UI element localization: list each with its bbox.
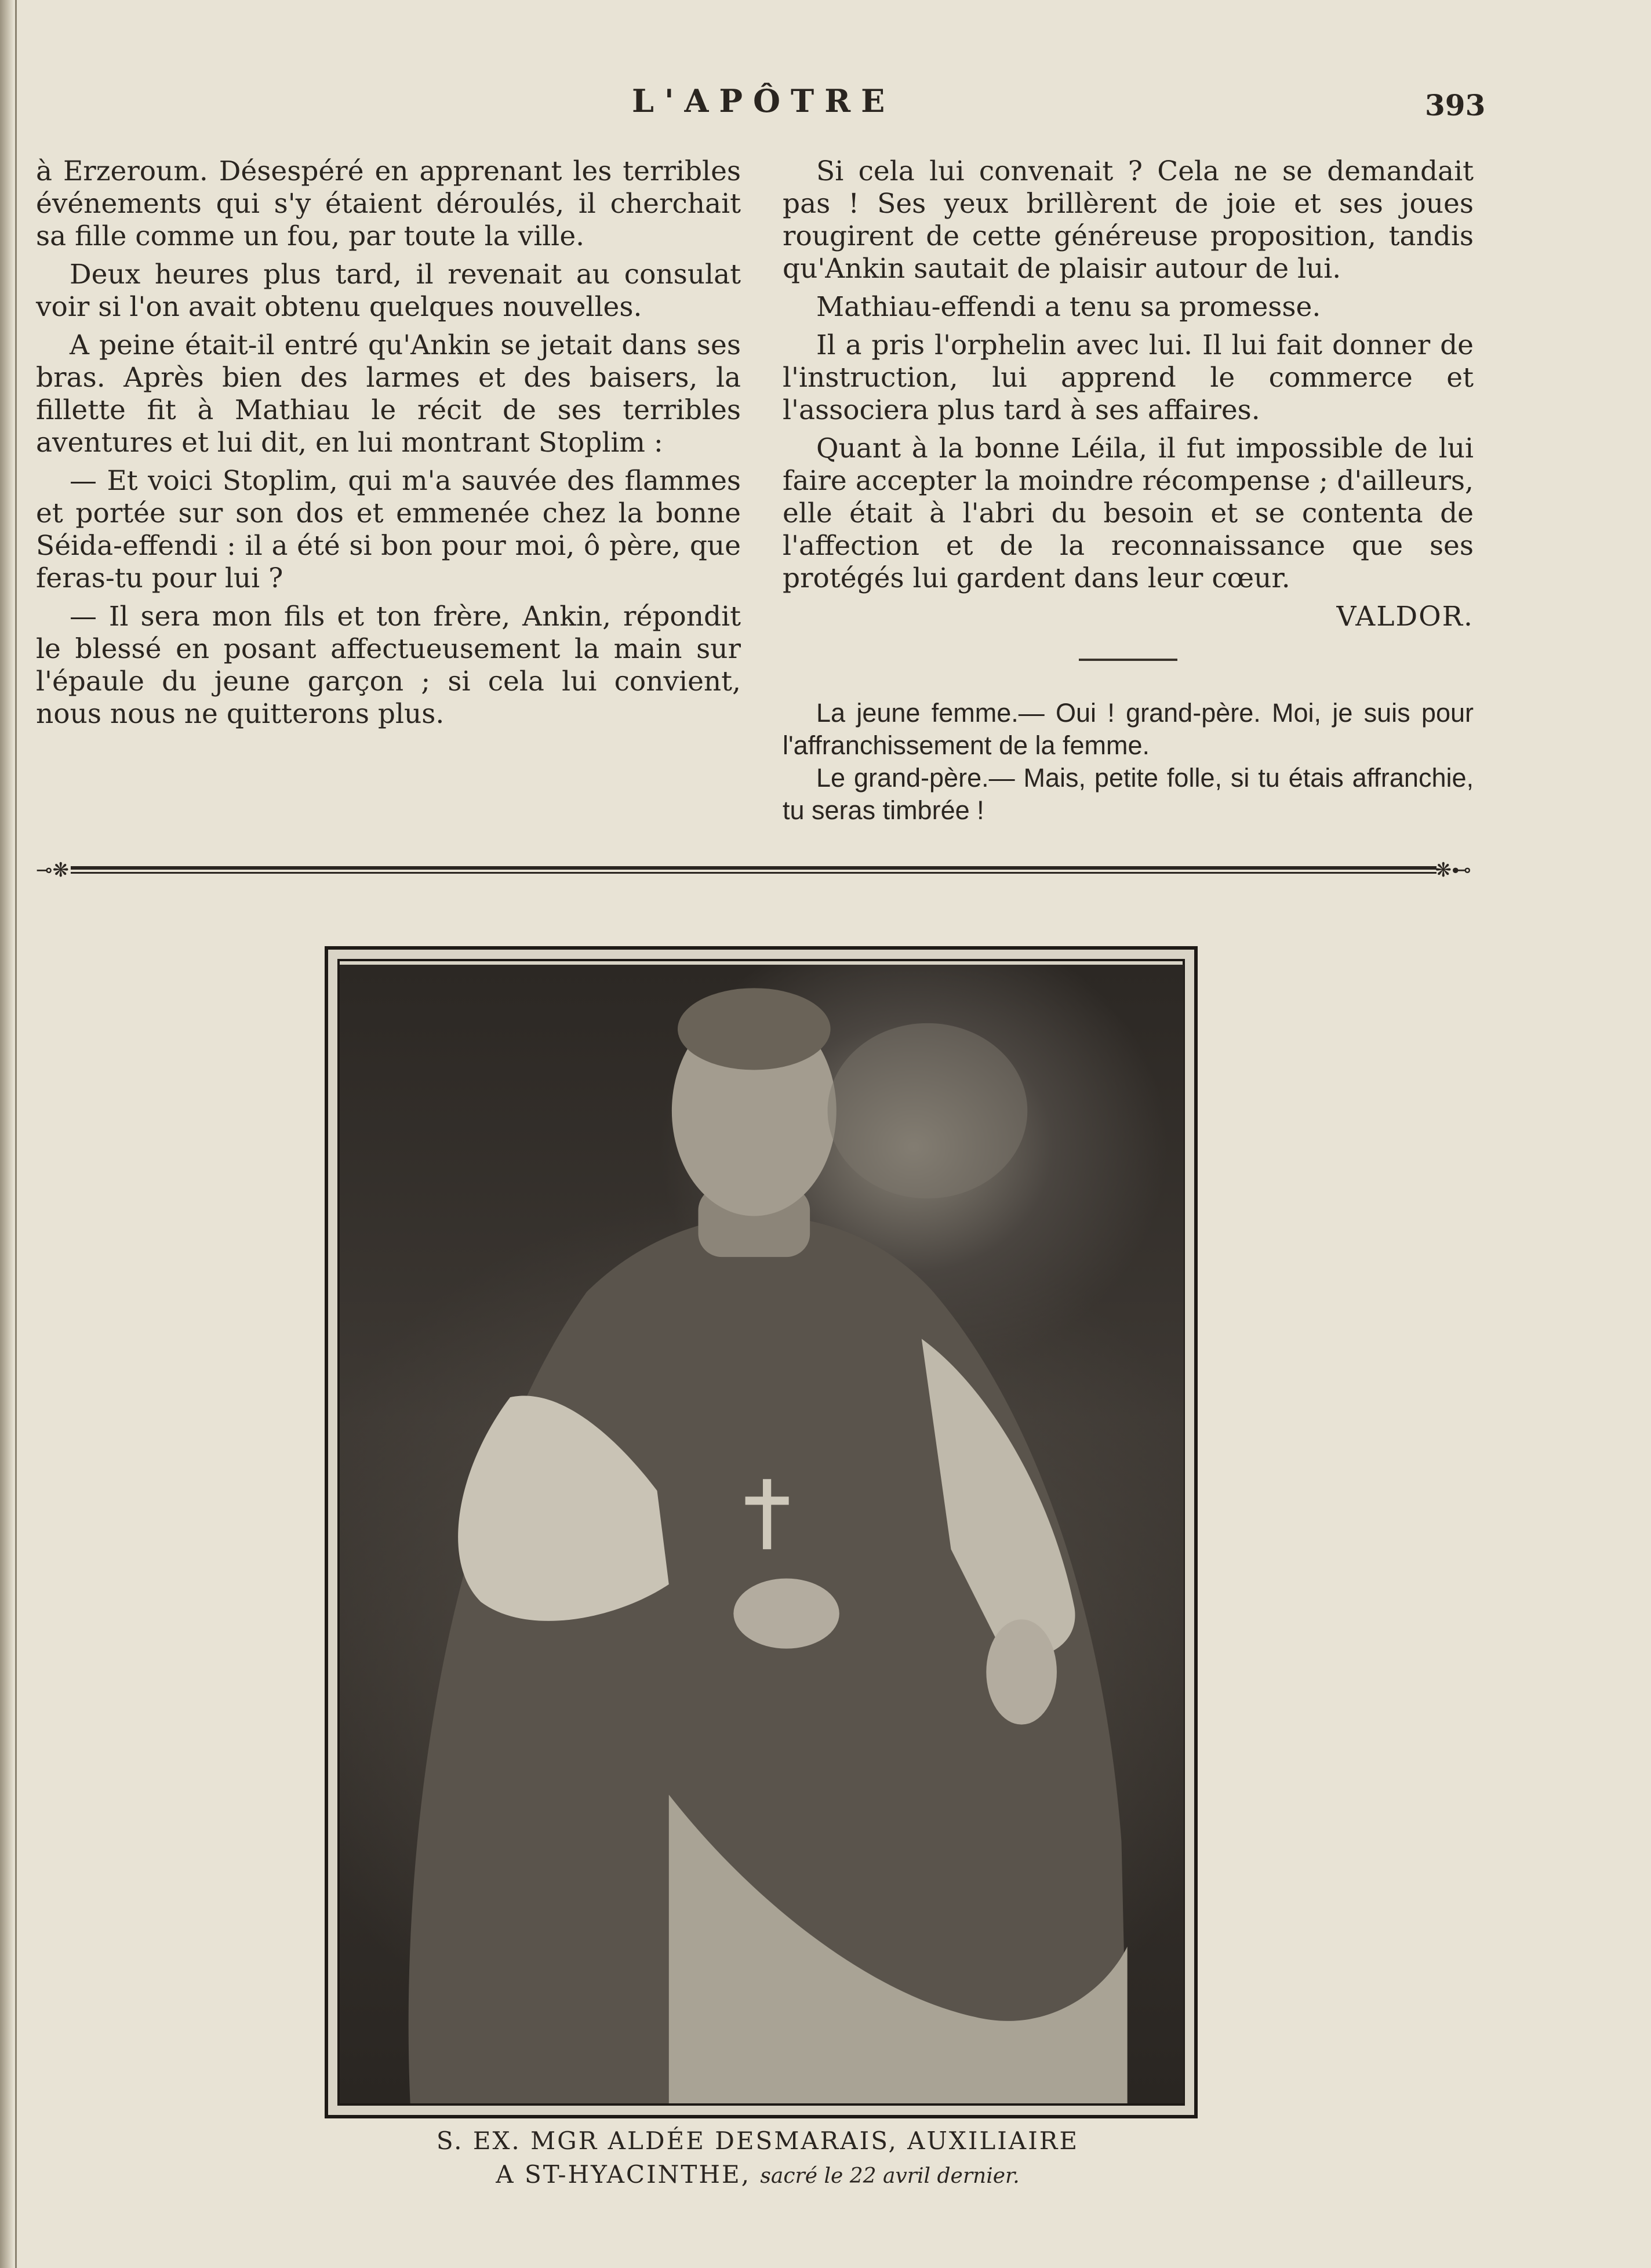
paragraph: — Il sera mon fils et ton frère, Ankin, répondit le blessé en posant affectueusement la main sur l'épaule du jeune garçon ; si cela lui convient, nous nous ne quitterons plus.: [36, 601, 741, 730]
photo-caption: [325, 2124, 1191, 2193]
page-title: L'APÔTRE: [632, 82, 896, 119]
paragraph: Il a pris l'orphelin avec lui. Il lui fait donner de l'instruction, lui apprend le commerce et l'associera plus tard à ses affaires.: [783, 329, 1474, 426]
caption-date: sacré le 22 avril dernier.: [760, 2164, 1020, 2188]
ornament-right-icon: ❋⊷: [1435, 859, 1471, 882]
ornamental-divider: [36, 860, 1471, 880]
ornament-left-icon: ⊸❋: [36, 859, 69, 882]
portrait-illustration: [340, 965, 1184, 2103]
photo-frame: [325, 946, 1198, 2118]
paragraph: Si cela lui convenait ? Cela ne se demandait pas ! Ses yeux brillèrent de joie et ses joues rougirent de cette généreuse proposition, tandis qu'Ankin sautait de plaisir autour de lui.: [783, 155, 1474, 285]
separator-rule: [1079, 659, 1177, 661]
paragraph: Quant à la bonne Léila, il fut impossible de lui faire accepter la moindre récompense ; d'ailleurs, elle était à l'abri du besoin et se contenta de l'affection et de la reconnaissance que ses protégés lui gardent dans leur cœur.: [783, 432, 1474, 594]
joke-line: Le grand-père.— Mais, petite folle, si tu étais affranchie, tu seras timbrée !: [783, 763, 1474, 825]
author-signature: VALDOR.: [1336, 601, 1474, 633]
paragraph: Deux heures plus tard, il revenait au consulat voir si l'on avait obtenu quelques nouvelles.: [36, 259, 741, 323]
joke-block: [783, 697, 1474, 827]
binding-edge: [0, 0, 14, 2268]
divider-line-thin: [71, 872, 1437, 874]
caption-place: A ST-HYACINTHE,: [496, 2160, 751, 2189]
paragraph: — Et voici Stoplim, qui m'a sauvée des flammes et portée sur son dos et emmenée chez la bonne Séida-effendi : il a été si bon pour moi, ô père, que feras-tu pour lui ?: [36, 465, 741, 594]
binding-line: [15, 0, 17, 2268]
right-column: [783, 155, 1474, 827]
divider-line-thick: [71, 866, 1437, 870]
bishop-portrait-photo: [340, 965, 1184, 2103]
caption-line-2: [325, 2158, 1191, 2193]
paragraph: A peine était-il entré qu'Ankin se jetait dans ses bras. Après bien des larmes et des baisers, la fillette fit à Mathiau le récit de ses terribles aventures et lui dit, en lui montrant Stoplim :: [36, 329, 741, 459]
caption-line-1: S. EX. MGR ALDÉE DESMARAIS, AUXILIAIRE: [436, 2127, 1079, 2155]
joke-line: La jeune femme.— Oui ! grand-père. Moi, je suis pour l'affranchissement de la femme.: [783, 698, 1474, 760]
left-column: [36, 155, 741, 730]
paragraph: Mathiau-effendi a tenu sa promesse.: [816, 291, 1321, 323]
page-number: 393: [1425, 88, 1486, 122]
paragraph: à Erzeroum. Désespéré en apprenant les terribles événements qui s'y étaient déroulés, il cherchait sa fille comme un fou, par toute la ville.: [36, 155, 741, 252]
